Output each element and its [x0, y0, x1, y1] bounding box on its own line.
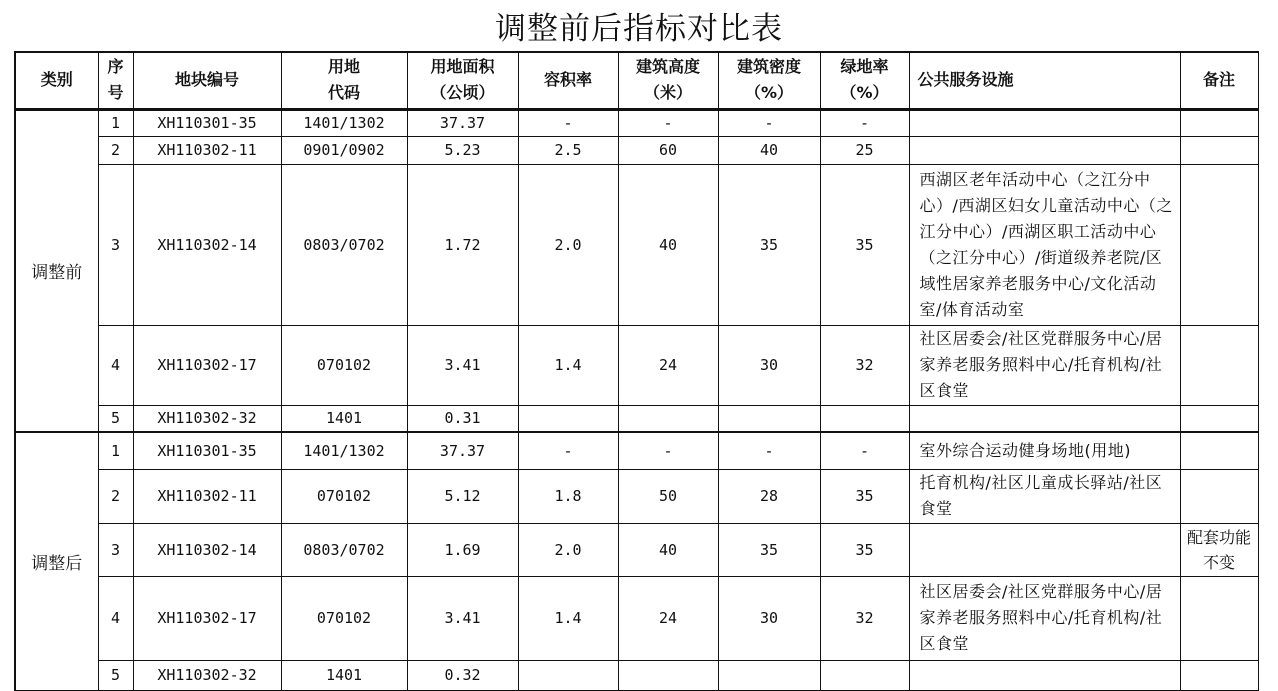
cell-density: [718, 405, 820, 432]
cell-green: [820, 405, 909, 432]
cell-far: [518, 405, 618, 432]
category-cell: 调整前: [15, 109, 98, 432]
cell-seq: 2: [98, 136, 133, 164]
cell-height: [618, 660, 718, 690]
cell-green: -: [820, 432, 909, 469]
header-remarks: 备注: [1180, 52, 1258, 109]
cell-far: 1.4: [518, 576, 618, 660]
page-title: 调整前后指标对比表: [495, 11, 783, 47]
cell-density: [718, 660, 820, 690]
cell-remarks: [1180, 164, 1258, 325]
cell-services: 室外综合运动健身场地(用地): [909, 432, 1180, 469]
cell-parcel-id: XH110302-17: [133, 325, 281, 405]
table-row: [15, 109, 1258, 136]
cell-green: 32: [820, 325, 909, 405]
cell-height: [618, 405, 718, 432]
cell-land-code: 0803/0702: [281, 523, 407, 576]
table-row: [15, 136, 1258, 164]
cell-height: 50: [618, 469, 718, 523]
cell-area: 37.37: [407, 109, 518, 136]
cell-seq: 1: [98, 109, 133, 136]
cell-height: -: [618, 109, 718, 136]
cell-far: 2.5: [518, 136, 618, 164]
cell-services: [909, 523, 1180, 576]
header-parcel-id: 地块编号: [133, 52, 281, 109]
cell-land-code: 1401/1302: [281, 432, 407, 469]
cell-seq: 4: [98, 325, 133, 405]
cell-far: 2.0: [518, 164, 618, 325]
table-body: [15, 109, 1258, 690]
cell-land-code: 1401: [281, 405, 407, 432]
cell-services: 西湖区老年活动中心（之江分中心）/西湖区妇女儿童活动中心（之江分中心）/西湖区职工活动中心（之江分中心）/街道级养老院/区域性居家养老服务中心/文化活动室/体育活动室: [909, 164, 1180, 325]
cell-far: [518, 660, 618, 690]
cell-parcel-id: XH110302-11: [133, 136, 281, 164]
header-density: 建筑密度 （%）: [718, 52, 820, 109]
cell-green: 35: [820, 469, 909, 523]
cell-height: 24: [618, 325, 718, 405]
cell-parcel-id: XH110302-17: [133, 576, 281, 660]
cell-services: [909, 136, 1180, 164]
cell-remarks: [1180, 325, 1258, 405]
cell-services: 社区居委会/社区党群服务中心/居家养老服务照料中心/托育机构/社区食堂: [909, 325, 1180, 405]
cell-height: 24: [618, 576, 718, 660]
cell-area: 0.31: [407, 405, 518, 432]
cell-area: 0.32: [407, 660, 518, 690]
cell-green: 35: [820, 523, 909, 576]
cell-density: 28: [718, 469, 820, 523]
cell-land-code: 070102: [281, 469, 407, 523]
cell-parcel-id: XH110302-32: [133, 660, 281, 690]
cell-seq: 4: [98, 576, 133, 660]
cell-remarks: [1180, 576, 1258, 660]
cell-green: 32: [820, 576, 909, 660]
cell-remarks: 配套功能不变: [1180, 523, 1258, 576]
cell-area: 37.37: [407, 432, 518, 469]
header-far: 容积率: [518, 52, 618, 109]
header-services: 公共服务设施: [909, 52, 1180, 109]
table-row: [15, 469, 1258, 523]
cell-remarks: [1180, 432, 1258, 469]
cell-area: 3.41: [407, 325, 518, 405]
header-area: 用地面积 （公顷）: [407, 52, 518, 109]
cell-seq: 3: [98, 164, 133, 325]
table-row: [15, 523, 1258, 576]
table-row: [15, 164, 1258, 325]
cell-seq: 5: [98, 660, 133, 690]
cell-height: 60: [618, 136, 718, 164]
cell-services: [909, 660, 1180, 690]
table-row: [15, 576, 1258, 660]
cell-parcel-id: XH110302-11: [133, 469, 281, 523]
cell-remarks: [1180, 660, 1258, 690]
cell-density: 30: [718, 576, 820, 660]
cell-land-code: 070102: [281, 325, 407, 405]
cell-far: -: [518, 432, 618, 469]
cell-area: 3.41: [407, 576, 518, 660]
cell-density: -: [718, 109, 820, 136]
cell-area: 1.72: [407, 164, 518, 325]
header-category: 类别: [15, 52, 98, 109]
cell-far: 1.4: [518, 325, 618, 405]
cell-parcel-id: XH110302-14: [133, 523, 281, 576]
cell-density: 30: [718, 325, 820, 405]
cell-far: 2.0: [518, 523, 618, 576]
cell-height: 40: [618, 164, 718, 325]
cell-seq: 3: [98, 523, 133, 576]
cell-parcel-id: XH110302-32: [133, 405, 281, 432]
table-row: [15, 405, 1258, 432]
header-row: [15, 52, 1258, 109]
cell-land-code: 1401/1302: [281, 109, 407, 136]
cell-green: 25: [820, 136, 909, 164]
cell-green: -: [820, 109, 909, 136]
cell-far: 1.8: [518, 469, 618, 523]
cell-services: 社区居委会/社区党群服务中心/居家养老服务照料中心/托育机构/社区食堂: [909, 576, 1180, 660]
header-green: 绿地率 （%）: [820, 52, 909, 109]
cell-far: -: [518, 109, 618, 136]
cell-area: 5.23: [407, 136, 518, 164]
cell-land-code: 1401: [281, 660, 407, 690]
cell-area: 5.12: [407, 469, 518, 523]
cell-seq: 5: [98, 405, 133, 432]
cell-parcel-id: XH110301-35: [133, 432, 281, 469]
comparison-table: [14, 51, 1259, 691]
category-cell: 调整后: [15, 432, 98, 690]
cell-land-code: 070102: [281, 576, 407, 660]
cell-green: 35: [820, 164, 909, 325]
cell-seq: 1: [98, 432, 133, 469]
cell-green: [820, 660, 909, 690]
cell-remarks: [1180, 469, 1258, 523]
cell-remarks: [1180, 405, 1258, 432]
header-land-code: 用地 代码: [281, 52, 407, 109]
cell-services: 托育机构/社区儿童成长驿站/社区食堂: [909, 469, 1180, 523]
cell-services: [909, 405, 1180, 432]
cell-remarks: [1180, 109, 1258, 136]
cell-height: 40: [618, 523, 718, 576]
cell-seq: 2: [98, 469, 133, 523]
cell-area: 1.69: [407, 523, 518, 576]
cell-density: 40: [718, 136, 820, 164]
cell-density: 35: [718, 164, 820, 325]
cell-parcel-id: XH110302-14: [133, 164, 281, 325]
table-row: [15, 432, 1258, 469]
header-seq: 序 号: [98, 52, 133, 109]
cell-remarks: [1180, 136, 1258, 164]
cell-parcel-id: XH110301-35: [133, 109, 281, 136]
cell-height: -: [618, 432, 718, 469]
table-row: [15, 660, 1258, 690]
cell-density: -: [718, 432, 820, 469]
cell-density: 35: [718, 523, 820, 576]
header-height: 建筑高度 （米）: [618, 52, 718, 109]
table-row: [15, 325, 1258, 405]
cell-land-code: 0803/0702: [281, 164, 407, 325]
cell-land-code: 0901/0902: [281, 136, 407, 164]
cell-services: [909, 109, 1180, 136]
